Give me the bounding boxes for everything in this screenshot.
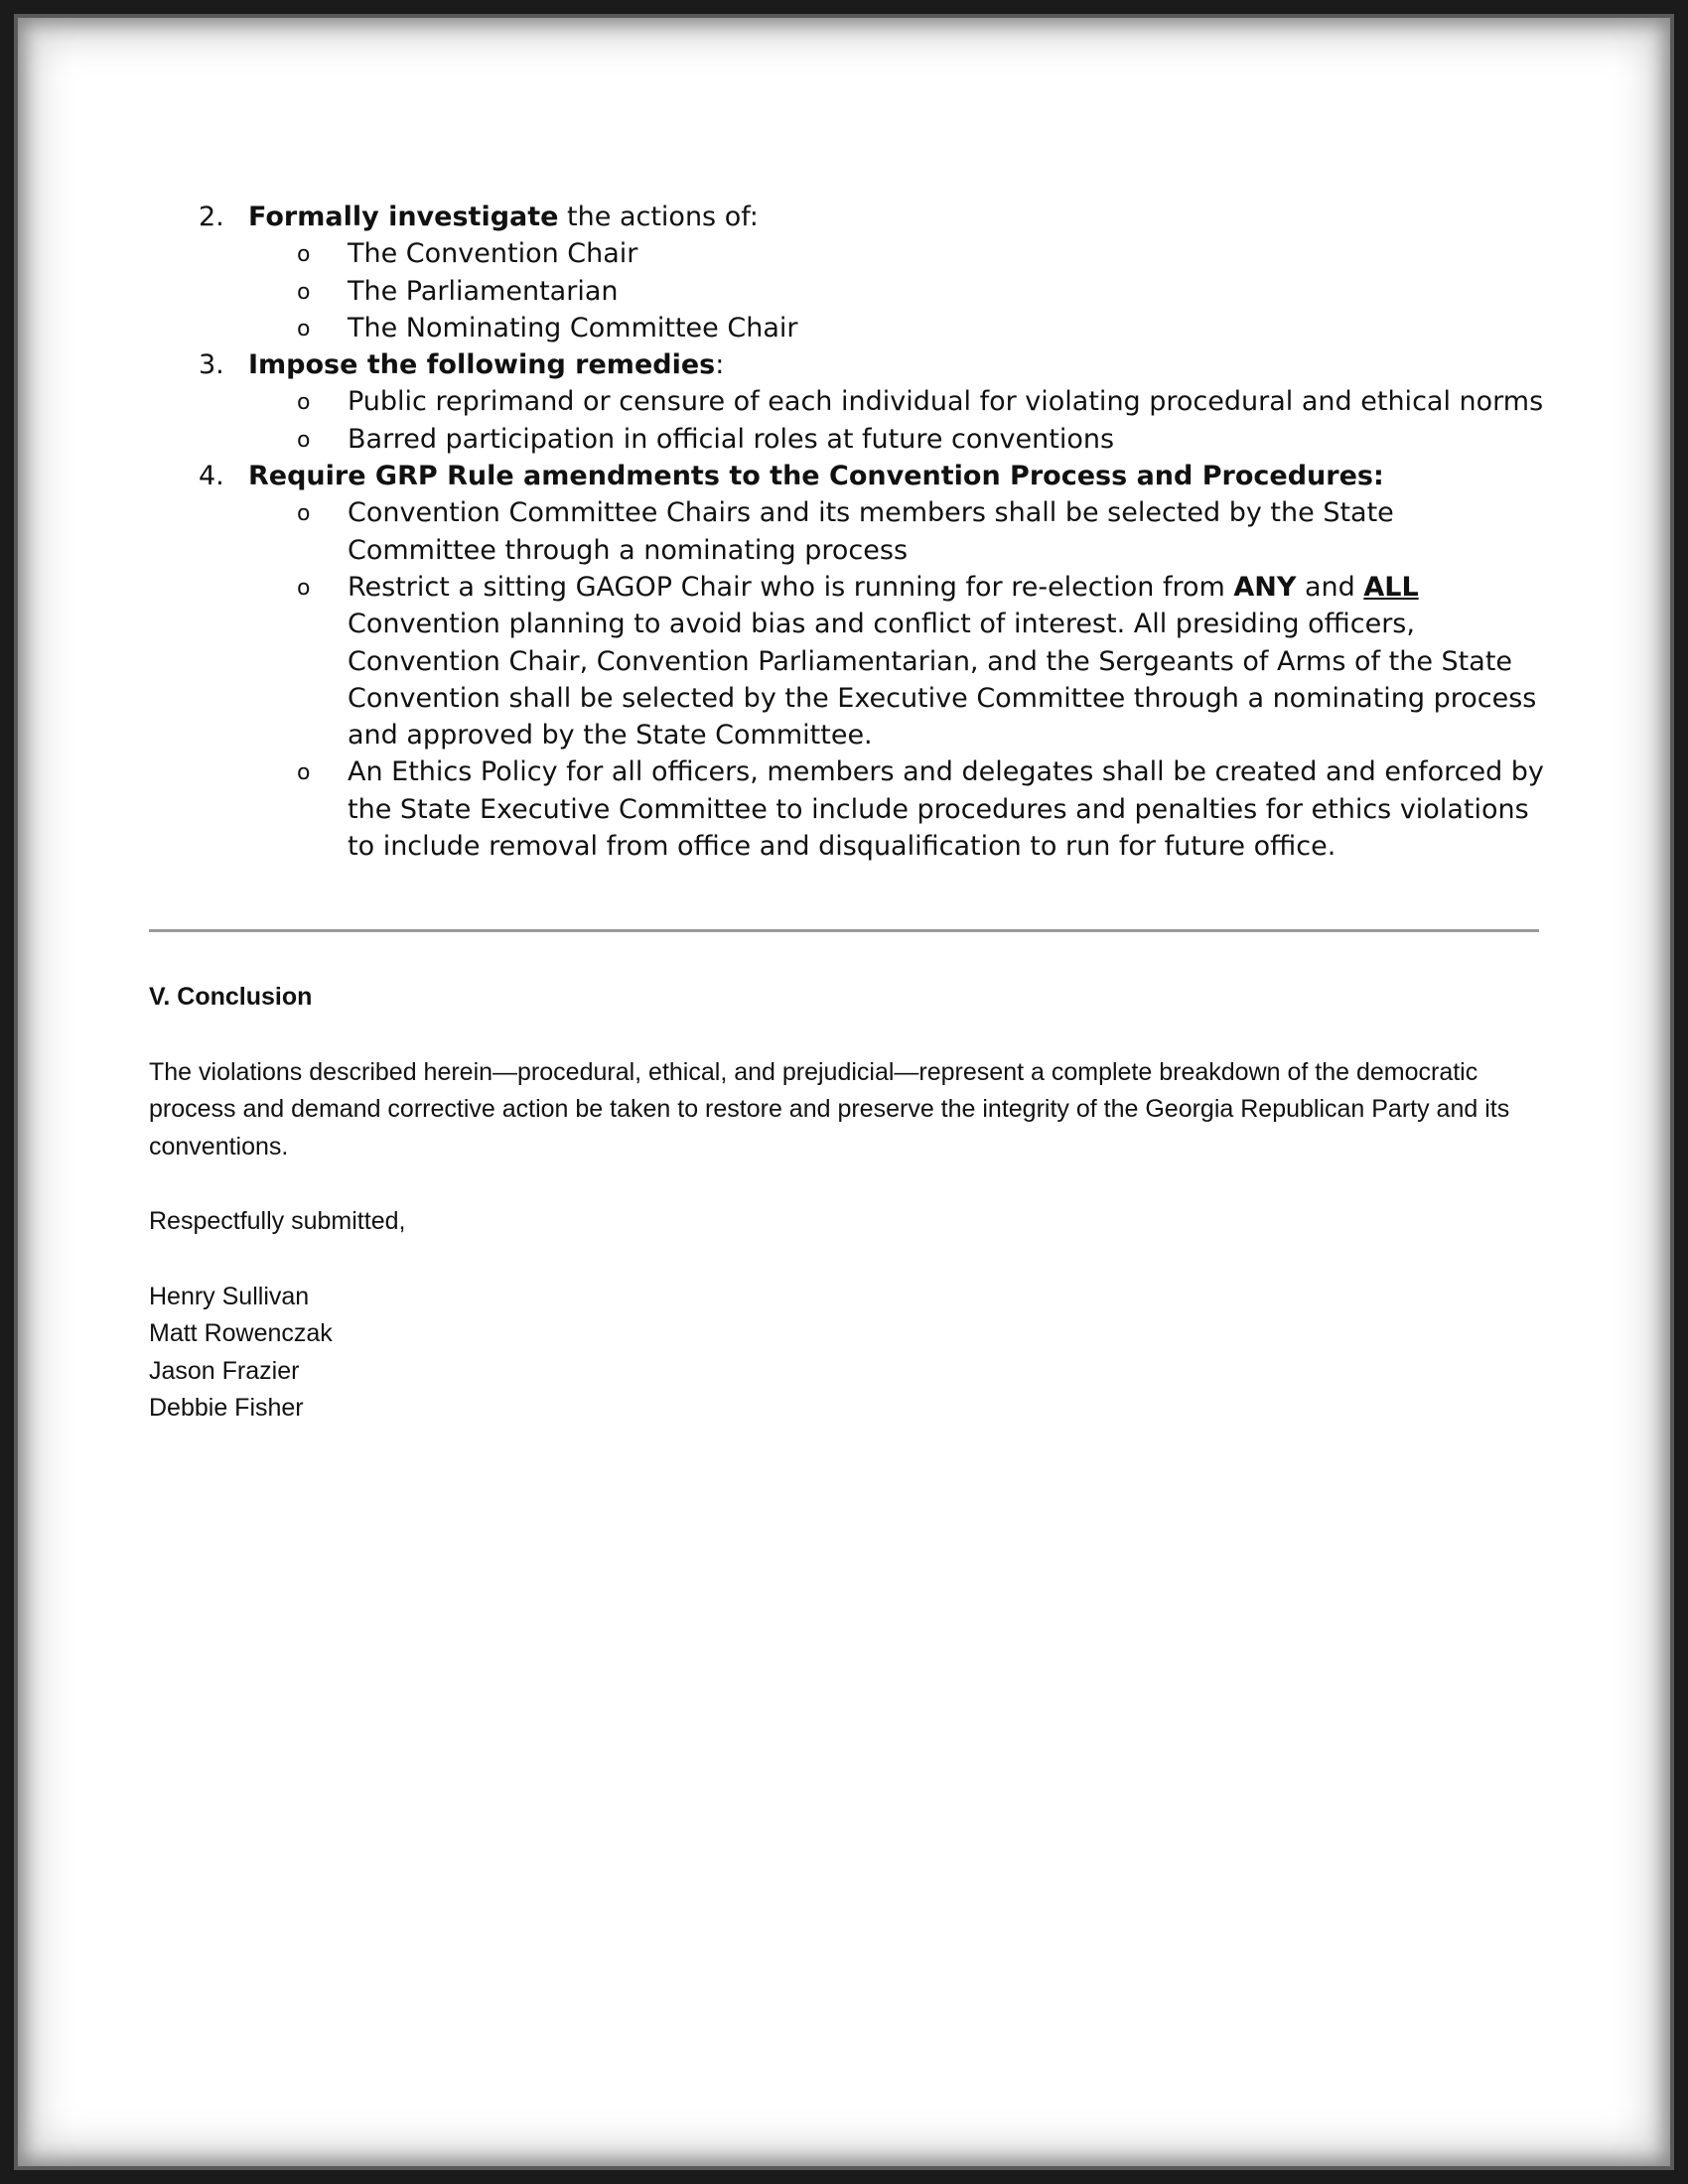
conclusion-section [149, 979, 1539, 1428]
sub-list-item: o The Parliamentarian [248, 273, 1549, 310]
closing-line: Respectfully submitted, [149, 1207, 406, 1235]
signer-name: Henry Sullivan [149, 1282, 310, 1310]
sub-list [248, 383, 1549, 458]
conclusion-paragraph: The violations described herein—procedural, ethical, and prejudicial—represent a complete breakdown of the democratic process and demand corrective action be taken to restore and preserve the integrity of the Georgia Republican Party and its conventions. [149, 1057, 1510, 1160]
list-item-number: 4. [199, 461, 224, 492]
list-item-lead: Formally investigate [248, 202, 559, 232]
sub-list-item: o An Ethics Policy for all officers, members and delegates shall be created and enforced by the State Executive Committee to include procedures and penalties for ethics violations to include removal from office and disqualification to run for future office. [297, 756, 1544, 863]
recommendations-list [199, 199, 1549, 865]
list-item [199, 458, 1549, 865]
list-item-text: : [715, 349, 725, 381]
sub-list [248, 235, 1549, 346]
bullet-icon: o [297, 575, 311, 601]
bullet-icon: o [297, 242, 311, 268]
list-item-number: 2. [199, 202, 224, 232]
signer-name: Jason Frazier [149, 1356, 300, 1385]
list-item-lead: Impose the following remedies [248, 349, 716, 381]
sub-list-item: o The Convention Chair [248, 235, 1549, 272]
bullet-icon: o [297, 501, 311, 527]
sub-list-item: o Public reprimand or censure of each individual for violating procedural and ethical norms [248, 383, 1549, 420]
sub-list-item: o Convention Committee Chairs and its members shall be selected by the State Committee through a nominating process [297, 497, 1394, 566]
horizontal-divider [149, 929, 1539, 932]
emphasis-all: ALL [1363, 571, 1419, 603]
list-item-number: 3. [199, 349, 224, 381]
list-item-text: the actions of: [558, 202, 759, 232]
sub-list [248, 494, 1549, 865]
bullet-icon: o [297, 316, 311, 341]
sub-list-item: o The Nominating Committee Chair [248, 310, 1549, 346]
list-item [199, 199, 1549, 346]
bullet-icon: o [297, 427, 311, 453]
signer-name: Matt Rowenczak [149, 1319, 333, 1347]
bullet-icon: o [297, 279, 311, 305]
emphasis-any: ANY [1233, 571, 1297, 603]
bullet-icon: o [297, 390, 311, 416]
signer-name: Debbie Fisher [149, 1394, 304, 1422]
list-item-lead: Require GRP Rule amendments to the Convention Process and Procedures: [248, 461, 1384, 492]
section-heading: V. Conclusion [149, 983, 313, 1011]
list-item [199, 346, 1549, 458]
sub-list-item: o Barred participation in official roles at future conventions [248, 421, 1549, 458]
sub-list-item: o Restrict a sitting GAGOP Chair who is running for re-election from ANY and ALL Convention planning to avoid bias and conflict of interest. All presiding officers, Convention Chair, Convention Parliamentarian, and the Sergeants of Arms of the State Convention shall be selected by the Executive Committee through a nominating process and approved by the State Committee. [297, 571, 1537, 751]
bullet-icon: o [297, 760, 311, 786]
